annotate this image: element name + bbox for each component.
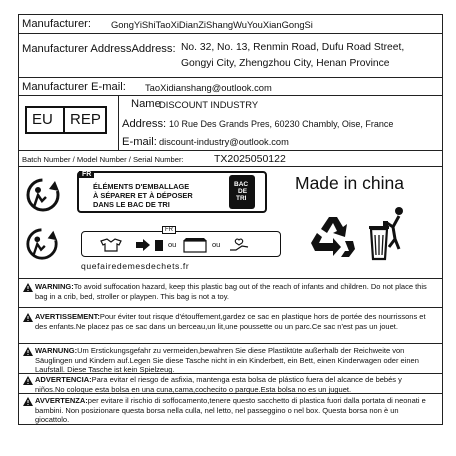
donate-icon (228, 238, 250, 252)
warning-triangle-icon (23, 376, 33, 385)
sorting-bin-icon (229, 175, 255, 209)
warning-en (19, 279, 442, 308)
bin-text-3: TRI (236, 195, 247, 202)
warning-es-title: ADVERTENCIA: (35, 375, 92, 384)
warning-fr (19, 308, 442, 344)
triman-icon-2 (25, 227, 59, 261)
eu-rep-row (19, 96, 442, 151)
warning-triangle-icon (23, 313, 33, 322)
warning-es (19, 374, 442, 394)
address-row (19, 34, 442, 78)
warning-en-title: WARNING: (35, 282, 74, 291)
eu-text: EU (32, 111, 53, 128)
rep-text: REP (70, 111, 101, 128)
banner-line-3: DANS LE BAC DE TRI (93, 200, 170, 209)
warning-fr-title: AVERTISSEMENT: (35, 312, 100, 321)
rep-email-value: discount-industry@outlook.com (159, 137, 289, 147)
product-label (18, 14, 443, 425)
batch-label: Batch Number / Model Number / Serial Number: (22, 155, 184, 164)
rep-address-value: 10 Rue Des Grands Pres, 60230 Chambly, Oise, France (169, 119, 394, 129)
shirt-icon (98, 238, 124, 252)
warning-triangle-icon (23, 397, 33, 406)
warning-de-text (35, 346, 433, 375)
warning-de (19, 344, 442, 374)
warning-es-text (35, 375, 433, 394)
sorting-banner (77, 171, 267, 213)
rep-address-label: Address: (122, 118, 167, 130)
warning-fr-text (35, 312, 433, 331)
address-line-2: Gongyi City, Zhengzhou City, Henan Province (181, 58, 390, 69)
ou-text-2: ou (212, 240, 221, 249)
warning-en-text (35, 282, 433, 301)
warning-es-body: Para evitar el riesgo de asfixia, mantenga esta bolsa de plástico fuera del alcance de bebés y niños.No coloque esta bolsa en una cuna,cama,cochecito o parque.Esta bolsa no es un juguet. (35, 375, 402, 394)
warning-de-title: WARNUNG: (35, 346, 78, 355)
warning-de-body: Um Erstickungsgefahr zu vermeiden,bewahren Sie diese Plastiktüte außerhalb der Reichweite von Säuglingen und Kindern auf.Legen Sie diese Tasche nicht in ein Kinderbett, ein Bett, einen Kinderwagen oder einen Laufstall. Diese Tasche ist kein Spielzeug. (35, 346, 419, 374)
ou-text-1: ou (168, 240, 177, 249)
warning-fr-body: Pour éviter tout risque d'étouffement,gardez ce sac en plastique hors de portée des nourrissons et des enfants.Ne placez pas ce sac dans un berceau,un lit,une poussette ou un parc.Ce sac n'est pas un jouet. (35, 312, 426, 331)
rep-name-value: DISCOUNT INDUSTRY (159, 99, 259, 110)
warning-it (19, 394, 442, 426)
eu-rep-box (19, 96, 119, 151)
batch-value: TX2025050122 (214, 153, 286, 165)
warning-it-text (35, 396, 433, 425)
address-label: Manufacturer AddressAddress: (22, 43, 176, 55)
manufacturer-value: GongYiShiTaoXiDianZiShangWuYouXianGongSi (111, 19, 313, 30)
rep-email-label: E-mail: (122, 136, 157, 148)
warning-en-body: To avoid suffocation hazard, keep this plastic bag out of the reach of infants and children. Do not place this bag in a crib, bed, stroller or playpen. This bag is not a toy. (35, 282, 427, 301)
info-tri-strip (81, 227, 281, 257)
manufacturer-label: Manufacturer: (22, 18, 92, 30)
warning-triangle-icon (23, 283, 33, 292)
bin-text-1: BAC (234, 181, 249, 188)
rep-name-label: Name (131, 98, 161, 110)
website-link: quefairedemesdechets.fr (81, 261, 190, 271)
banner-line-2: À SÉPARER ET À DÉPOSER (93, 191, 193, 200)
tidyman-icon (369, 207, 411, 261)
fr-tag: FR (79, 171, 94, 178)
store-icon (182, 237, 208, 253)
email-row (19, 78, 442, 96)
address-line-1: No. 32, No. 13, Renmin Road, Dufu Road Street, (181, 42, 405, 53)
arrow-right-icon (136, 239, 150, 251)
manufacturer-row (19, 15, 442, 34)
email-value: TaoXidianshang@outlook.com (145, 82, 272, 93)
email-label: Manufacturer E-mail: (22, 81, 126, 93)
warning-triangle-icon (23, 347, 33, 356)
warnings-section (19, 279, 442, 426)
batch-row (19, 151, 442, 167)
banner-line-1: ÉLÉMENTS D'EMBALLAGE (93, 182, 190, 191)
warning-it-title: AVVERTENZA: (35, 396, 88, 405)
made-in-text: Made in china (295, 173, 404, 193)
bin-small-icon (154, 238, 164, 252)
recycle-icon (309, 213, 357, 259)
triman-icon (25, 177, 61, 213)
warning-it-body: per evitare il rischio di soffocamento,tenere questo sacchetto di plastica fuori dalla portata di neonati e bambini. Non posizionare questa borsa nella culla, nel letto, nel passeggino o nel box. Questa borsa non è un giocattolo. (35, 396, 426, 424)
recycling-section (19, 167, 442, 279)
eu-rep-symbol (25, 106, 107, 134)
fr-tag-2: FR (162, 226, 176, 234)
bin-text-2: DE (238, 188, 248, 195)
